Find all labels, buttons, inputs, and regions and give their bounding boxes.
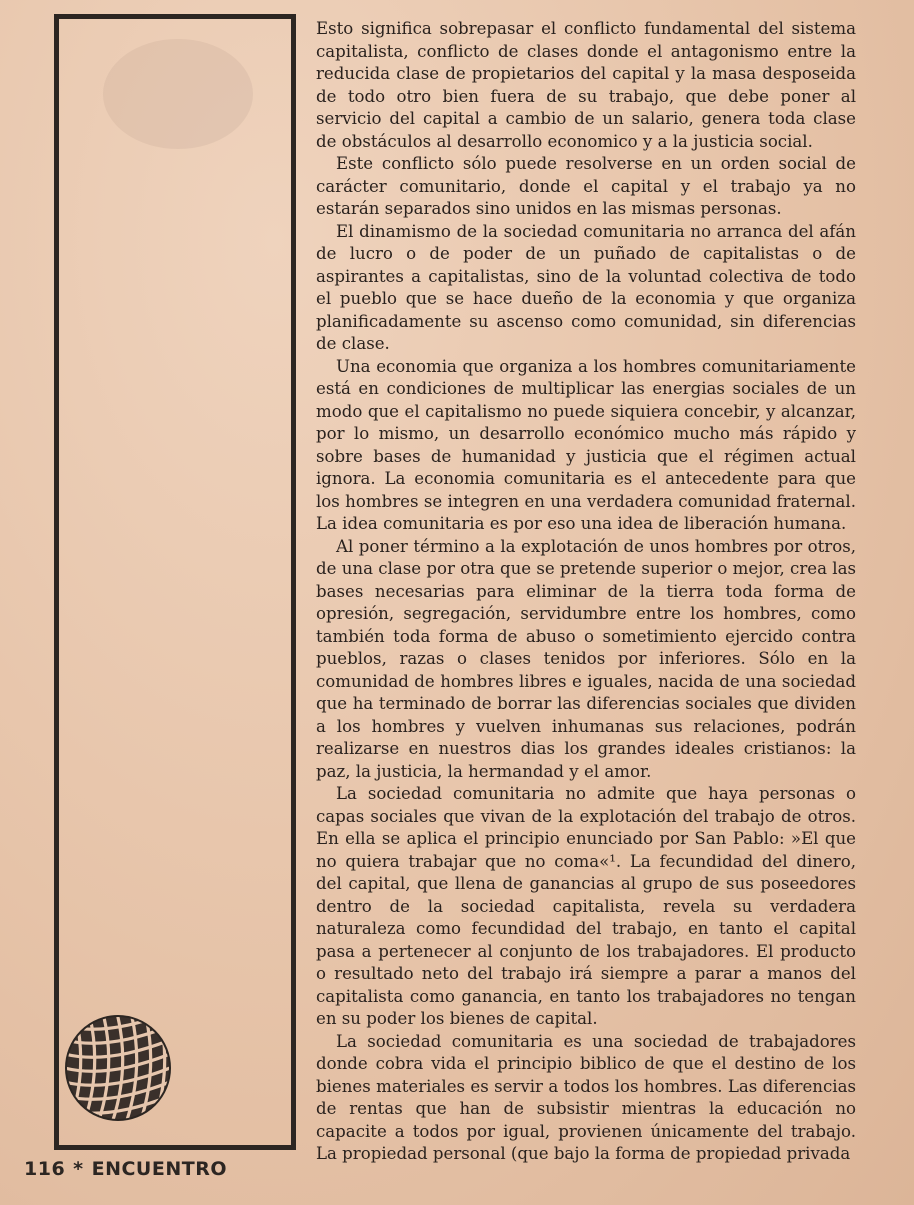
globe-grid-icon <box>62 1012 174 1124</box>
article-paragraph: Este conflicto sólo puede resolverse en un orden social de carácter comunitario, donde el capital y el trabajo ya no estarán separados sino unidos en las mismas personas. <box>316 154 856 218</box>
paper-smudge <box>103 39 253 149</box>
publication-name: ENCUENTRO <box>91 1158 227 1180</box>
article-paragraph: La sociedad comunitaria no admite que haya personas o capas sociales que vivan de la explotación del trabajo de otros. En ella se aplica el principio enunciado por San Pablo: »El que no quiera trabajar que no coma«¹. La fecundidad del dinero, del capital, que llena de ganancias al grupo de sus poseedores dentro de la sociedad capitalista, revela su verdadera naturaleza como fecundidad del trabajo, en tanto el capital pasa a pertenecer al conjunto de los trabajadores. El producto o resultado neto del trabajo irá siempre a parar a manos del capitalista como ganancia, en tanto los trabajadores no tengan en su poder los bienes de capital. <box>316 784 856 1028</box>
sidebar-frame <box>54 14 296 1150</box>
article-paragraph: El dinamismo de la sociedad comunitaria no arranca del afán de lucro o de poder de un puñado de capitalistas o de aspirantes a capitalistas, sino de la voluntad colectiva de todo el pueblo que se hace dueño de la economia y que organiza planificadamente su ascenso como comunidad, sin diferencias de clase. <box>316 221 856 353</box>
globe-grid-logo <box>62 1012 174 1124</box>
footer-separator: * <box>73 1158 84 1180</box>
article-paragraph: Una economia que organiza a los hombres comunitariamente está en condiciones de multiplicar las energias sociales de un modo que el capitalismo no puede siquiera concebir, y alcanzar, por lo mismo, un desarrollo económico mucho más rápido y sobre bases de humanidad y justicia que el régimen actual ignora. La economia comunitaria es el antecedente para que los hombres se integren en una verdadera comunidad fraternal. La idea comunitaria es por eso una idea de liberación humana. <box>316 356 856 533</box>
article-paragraph: Al poner término a la explotación de unos hombres por otros, de una clase por otra que se pretende superior o mejor, crea las bases necesarias para eliminar de la tierra toda forma de opresión, segregación, servidumbre entre los hombres, como también toda forma de abuso o sometimiento ejercido contra pueblos, razas o clases tenidos por inferiores. Sólo en la comunidad de hombres libres e iguales, nacida de una sociedad que ha terminado de borrar las diferencias sociales que dividen a los hombres y vuelven inhumanas sus relaciones, podrán realizarse en nuestros dias los grandes ideales cristianos: la paz, la justicia, la hermandad y el amor. <box>316 536 856 781</box>
article-paragraph: Esto significa sobrepasar el conflicto fundamental del sistema capitalista, conflicto de clases donde el antagonismo entre la reducida clase de propietarios del capital y la masa desposeida de todo otro bien fuera de su trabajo, que debe poner al servicio del capital a cambio de un salario, genera toda clase de obstáculos al desarrollo economico y a la justicia social. <box>316 19 856 151</box>
page-footer <box>24 1158 227 1180</box>
article-paragraph: La sociedad comunitaria es una sociedad de trabajadores donde cobra vida el principio biblico de que el destino de los bienes materiales es servir a todos los hombres. Las diferencias de rentas que han de subsistir mientras la educación no capacite a todos por igual, provienen únicamente del trabajo. La propiedad personal (que bajo la forma de propiedad privada <box>316 1031 856 1163</box>
article-body <box>316 18 856 1166</box>
page-number: 116 <box>24 1158 66 1180</box>
